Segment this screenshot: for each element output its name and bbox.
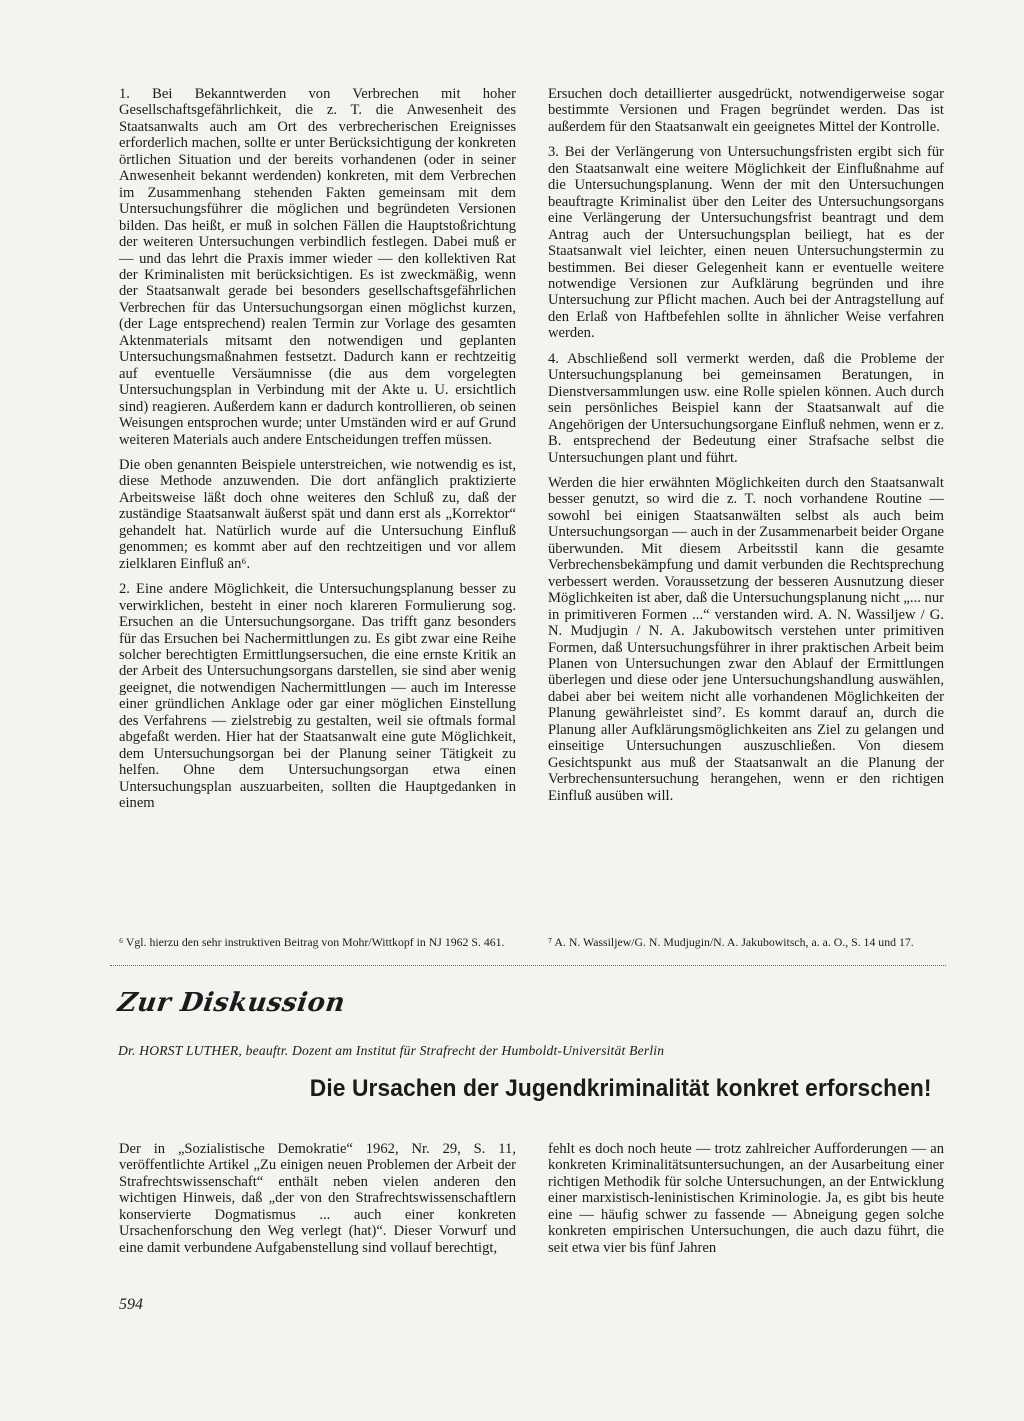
paragraph: 1. Bei Bekanntwerden von Verbrechen mit hoher Gesellschaftsgefährlichkeit, die z. T. die Anwesenheit des Staatsanwalts auch am Ort des verbrecherischen Ereignisses erforderlich machen, sollte er unter Berücksichtigung der konkreten örtlichen Situation und der bereits vorhandenen (oder in seiner Anwesenheit bekannt werdenden) konkreten, mit dem Verbrechen im Zusammenhang stehenden Fakten gemeinsam mit dem Untersuchungsführer die möglichen und begründeten Versionen bilden. Das heißt, er muß in solchen Fällen die Hauptstoßrichtung der weiteren Untersuchungen verbindlich festlegen. Dabei muß er — und das lehrt die Praxis immer wieder — den kollektiven Rat der Kriminalisten mit berücksichtigen. Es ist zweckmäßig, wenn der Staatsanwalt gerade bei besonders gesellschaftsgefährlichen Verbrechen für das Untersuchungsorgan einen möglichst kurzen, (der Lage entsprechend) realen Termin zur Vorlage des gesamten Aktenmaterials mitsamt den notwendigen und geplanten Untersuchungsmaßnahmen festsetzt. Dadurch kann er rechtzeitig auf eventuelle Versäumnisse (die aus dem vorgelegten Untersuchungsplan in Verbindung mit der Akte u. U. ersichtlich sind) reagieren. Außerdem kann er dadurch kontrollieren, ob seinen Weisungen entsprochen wurde; unter Umständen wird er auf Grund weiteren Materials auch andere Entscheidungen treffen müssen.	[119, 86, 516, 448]
section-divider	[110, 965, 946, 966]
paragraph: Ersuchen doch detaillierter ausgedrückt, notwendigerweise sogar bestimmte Versionen und Fragen begründet werden. Das ist außerdem für den Staatsanwalt ein geeignetes Mittel der Kontrolle.	[548, 86, 944, 135]
paragraph: Der in „Sozialistische Demokratie“ 1962, Nr. 29, S. 11, veröffentlichte Artikel „Zu einigen neuen Problemen der Arbeit der Strafrechtswissenschaft“ enthält neben vielen anderen den wichtigen Hinweis, daß „der von den Strafrechtswissenschaftlern konservierte Dogmatismus ... auch einer konkreten Ursachenforschung den Weg verlegt (hat)“. Dieser Vorwurf und eine damit verbundene Aufgabenstellung sind vollauf berechtigt,	[119, 1141, 516, 1256]
right-text-column	[548, 86, 944, 813]
section-heading: Zur Diskussion	[115, 988, 348, 1018]
paragraph: 3. Bei der Verlängerung von Untersuchungsfristen ergibt sich für den Staatsanwalt eine weitere Möglichkeit der Einflußnahme auf die Untersuchungsplanung. Wenn der mit den Untersuchungen beauftragte Kriminalist über den Leiter des Untersuchungsorgans eine Verlängerung der Untersuchungsfrist beantragt und dem Antrag auch der Untersuchungsplan beiliegt, hat es der Staatsanwalt viel leichter, einen neuen Untersuchungstermin zu bestimmen. Bei dieser Gelegenheit kann er eventuelle weitere notwendige Versionen zur Aufklärung begründen und ihre Untersuchung zur Pflicht machen. Auch bei der Antragstellung auf den Erlaß von Haftbefehlen sollte in ähnlicher Weise verfahren werden.	[548, 144, 944, 342]
paragraph: 2. Eine andere Möglichkeit, die Untersuchungsplanung besser zu verwirklichen, besteht in einer noch klareren Formulierung sog. Ersuchen an die Untersuchungsorgane. Das trifft ganz besonders für das Ersuchen bei Nachermittlungen zu. Es gibt zwar eine Reihe solcher berechtigten Ermittlungsersuchen, die eine ernste Kritik an der Arbeit des Untersuchungsorgans darstellen, sie sind aber wenig geeignet, die notwendigen Nachermittlungen — auch im Interesse einer gründlichen Anklage oder gar einer möglichen Einstellung des Verfahrens — zielstrebig zu gestalten, weil sie oftmals formal abgefaßt werden. Hier hat der Staatsanwalt eine gute Möglichkeit, dem Untersuchungsorgan bei der Planung seiner Tätigkeit zu helfen. Ohne dem Untersuchungsorgan etwa einen Untersuchungsplan auszuarbeiten, sollten die Hauptgedanken in einem	[119, 581, 516, 812]
left-text-column	[119, 86, 516, 820]
paragraph: 4. Abschließend soll vermerkt werden, daß die Probleme der Untersuchungsplanung bei gemeinsamen Beratungen, in Dienstversammlungen usw. eine Rolle spielen können. Auch durch sein persönliches Beispiel kann der Staatsanwalt auf die Angehörigen der Untersuchungsorgane Einfluß nehmen, wenn er z. B. entsprechend der Bedeutung einer Strafsache selbst die Untersuchungen plant und führt.	[548, 350, 944, 466]
article-left-column	[119, 1141, 516, 1265]
paragraph: Die oben genannten Beispiele unterstreichen, wie notwendig es ist, diese Methode anzuwenden. Die dort anfänglich praktizierte Arbeitsweise läßt doch ohne weiteres den Schluß zu, daß der zuständige Staatsanwalt äußerst spät und dann erst als „Korrektor“ gehandelt hat. Natürlich wurde auf die Untersuchung Einfluß genommen; es kommt aber auf den rechtzeitigen und vor allem zielklaren Einfluß an⁶.	[119, 456, 516, 572]
paragraph: Werden die hier erwähnten Möglichkeiten durch den Staatsanwalt besser genutzt, so wird die z. T. noch vorhandene Routine — sowohl bei einigen Staatsanwälten selbst als auch beim Untersuchungsorgan — auch in der Zusammenarbeit beider Organe überwunden. Mit diesem Arbeitsstil kann die gesamte Verbrechensbekämpfung und damit verbunden die Rechtsprechung verbessert werden. Voraussetzung der besseren Ausnutzung dieser Möglichkeiten ist aber, daß die Untersuchungsplanung nicht „... nur in primitiveren Formen ...“ verstanden wird. A. N. Wassiljew / G. N. Mudjugin / N. A. Jakubowitsch verstehen unter primitiven Formen, daß Untersuchungsführer in ihrer praktischen Arbeit beim Planen von Untersuchungen zwar den Ablauf der Ermittlungen überlegen und diese oder jene Untersuchungshandlung auswählen, dabei aber bei weitem nicht alle vorhandenen Möglichkeiten der Planung gewährleistet sind⁷. Es kommt darauf an, durch die Planung aller Aufklärungsmöglichkeiten ans Ziel zu gelangen und einseitige Untersuchungen auszuschließen. Von diesem Gesichtspunkt aus muß der Staatsanwalt an die Planung der Verbrechensuntersuchung herangehen, wenn er den richtigen Einfluß ausüben will.	[548, 474, 944, 804]
article-right-column	[548, 1141, 944, 1265]
footnote-6: ⁶ Vgl. hierzu den sehr instruktiven Beitrag von Mohr/Wittkopf in NJ 1962 S. 461.	[119, 935, 505, 949]
article-title: Die Ursachen der Jugendkriminalität konkret erforschen!	[310, 1075, 932, 1102]
author-line: Dr. HORST LUTHER, beauftr. Dozent am Institut für Strafrecht der Humboldt-Universität Berlin	[118, 1043, 665, 1058]
paragraph: fehlt es doch noch heute — trotz zahlreicher Aufforderungen — an konkreten Kriminalitätsuntersuchungen, an der Ausarbeitung einer richtigen Methodik für solche Untersuchungen, an der Entwicklung einer marxistisch-leninistischen Kriminologie. Ja, es gibt bis heute eine — häufig schwer zu fassende — Abneigung gegen solche konkreten empirischen Untersuchungen, die auch dazu führt, die seit etwa vier bis fünf Jahren	[548, 1141, 944, 1256]
footnote-7: ⁷ A. N. Wassiljew/G. N. Mudjugin/N. A. Jakubowitsch, a. a. O., S. 14 und 17.	[548, 935, 914, 949]
page-number: 594	[119, 1296, 143, 1313]
